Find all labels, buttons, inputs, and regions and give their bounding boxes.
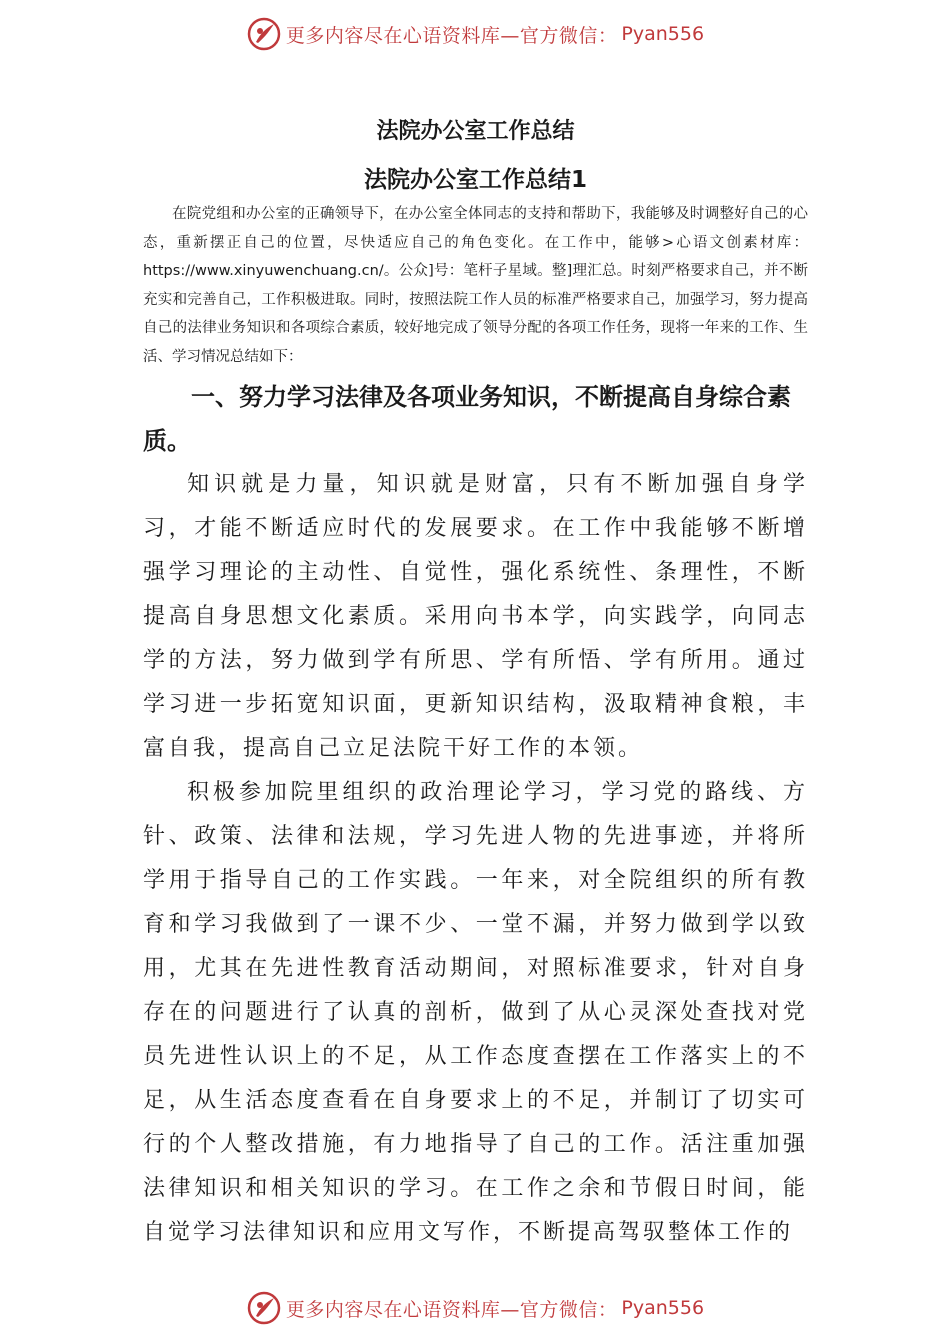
document-body: [143, 112, 808, 1255]
document-title: 法院办公室工作总结: [376, 119, 575, 144]
section-heading-1: 一、努力学习法律及各项业务知识，不断提高自身综合素质。: [143, 383, 791, 455]
body-paragraph: 知识就是力量，知识就是财富，只有不断加强自身学习，才能不断适应时代的发展要求。在工作中我能够不断增强学习理论的主动性、自觉性，强化系统性、条理性，不断提高自身思想文化素质。采用向书本学，向实践学，向同志学的方法，努力做到学有所思、学有所悟、学有所用。通过学习进一步拓宽知识面，更新知识结构，汲取精神食粮，丰富自我，提高自己立足法院干好工作的本领。: [143, 472, 808, 761]
watermark-text: 更多内容尽在心语资料库—官方微信：: [285, 1298, 618, 1321]
document-subtitle: 法院办公室工作总结1: [363, 167, 587, 193]
body-paragraph: 积极参加院里组织的政治理论学习，学习党的路线、方针、政策、法律和法规，学习先进人物的先进事迹，并将所学用于指导自己的工作实践。一年来，对全院组织的所有教育和学习我做到了一课不少、一堂不漏，并努力做到学以致用，尤其在先进性教育活动期间，对照标准要求，针对自身存在的问题进行了认真的剖析，做到了从心灵深处查找对党员先进性认识上的不足，从工作态度查摆在工作落实上的不足，从生活态度查看在自身要求上的不足，并制订了切实可行的个人整改措施，有力地指导了自己的工作。活注重加强法律知识和相关知识的学习。在工作之余和节假日时间，能自觉学习法律知识和应用文写作，不断提高驾驭整体工作的: [143, 780, 808, 1245]
watermark-banner-top: [0, 14, 950, 54]
watermark-handle: Pyan556: [621, 1297, 705, 1319]
watermark-banner-bottom: [0, 1288, 950, 1328]
watermark-handle: Pyan556: [621, 23, 705, 45]
quill-seal-icon: [246, 16, 282, 52]
quill-seal-icon: [246, 1290, 282, 1326]
intro-paragraph: 在院党组和办公室的正确领导下，在办公室全体同志的支持和帮助下，我能够及时调整好自己的心态，重新摆正自己的位置，尽快适应自己的角色变化。在工作中，能够>心语文创素材库：https://www.xinyuwenchuang.cn/。公众]号：笔杆子星域。整]理汇总。时刻严格要求自己，并不断充实和完善自己，工作积极进取。同时，按照法院工作人员的标准严格要求自己，加强学习，努力提高自己的法律业务知识和各项综合素质，较好地完成了领导分配的各项工作任务，现将一年来的工作、生活、学习情况总结如下：: [143, 206, 808, 365]
watermark-text: 更多内容尽在心语资料库—官方微信：: [285, 24, 618, 47]
